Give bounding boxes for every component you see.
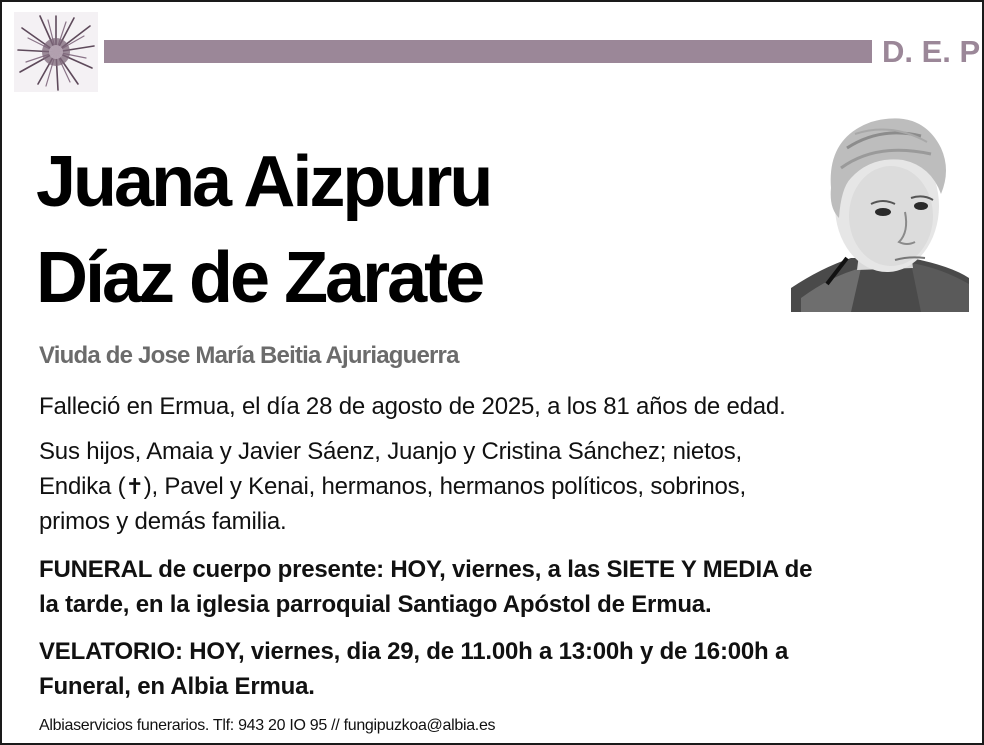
funeral-line-2: la tarde, en la iglesia parroquial Santiago Apóstol de Ermua.: [39, 591, 712, 618]
latin-cross-icon: ✝: [125, 474, 144, 499]
header-bar: [104, 40, 872, 63]
wake-details: [39, 634, 969, 704]
funeral-home-contact: Albiaservicios funerarios. Tlf: 943 20 IO 95 // fungipuzkoa@albia.es: [39, 717, 496, 734]
family-line-2: [39, 469, 969, 504]
wake-line-2: Funeral, en Albia Ermua.: [39, 673, 315, 700]
family-list: [39, 434, 969, 539]
flower-ornament-icon: [14, 12, 98, 92]
family-line-3: primos y demás familia.: [39, 508, 287, 535]
family-line-1: Sus hijos, Amaia y Javier Sáenz, Juanjo y Cristina Sánchez; nietos,: [39, 438, 742, 465]
dep-label: D. E. P: [882, 34, 981, 69]
wake-line-1: VELATORIO: HOY, viernes, dia 29, de 11.00h a 13:00h y de 16:00h a: [39, 638, 789, 665]
deceased-name: [36, 134, 490, 326]
family-line-2-start: Endika (: [39, 473, 126, 500]
death-notice: Falleció en Ermua, el día 28 de agosto de 2025, a los 81 años de edad.: [39, 393, 786, 420]
deceased-name-line-2: Díaz de Zarate: [36, 238, 483, 318]
deceased-portrait: [791, 108, 969, 312]
family-line-2-end: ), Pavel y Kenai, hermanos, hermanos políticos, sobrinos,: [143, 473, 746, 500]
funeral-details: [39, 552, 969, 622]
widow-of: Viuda de Jose María Beitia Ajuriaguerra: [39, 342, 459, 369]
funeral-line-1: FUNERAL de cuerpo presente: HOY, viernes, a las SIETE Y MEDIA de: [39, 556, 813, 583]
deceased-name-line-1: Juana Aizpuru: [36, 142, 491, 222]
